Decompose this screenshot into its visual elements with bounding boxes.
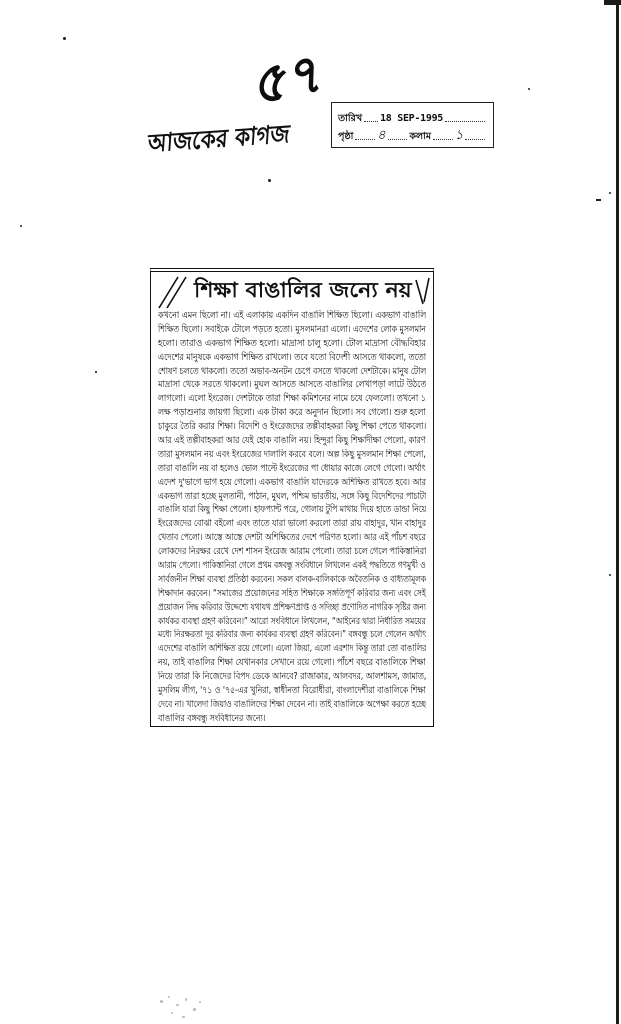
scan-speck: [268, 179, 271, 182]
scan-speck: [20, 225, 22, 227]
article-line: [158, 542, 426, 556]
newspaper-clipping: [150, 268, 434, 727]
scan-smudge: [199, 1001, 201, 1003]
article-line-text: কার্যকর ব্যবস্থা গ্রহণ করিবেন।” আরো সংবিধানে লিখলেন, “আইনের দ্বারা নির্ধারিত সময়ের: [158, 615, 426, 627]
article-line: [158, 612, 426, 626]
article-line: [158, 598, 426, 612]
scan-smudge: [160, 1000, 163, 1003]
article-line: [158, 362, 426, 376]
article-line-text: মধ্যে নিরক্ষরতা দূর করিবার জন্য কার্যকর ব্যবস্থা গ্রহণ করিবেন।” বঙ্গবন্ধু চলে গেলেন অর্থাৎ: [158, 629, 426, 641]
article-line: [158, 403, 426, 417]
article-line: [158, 639, 426, 653]
article-line-text: নয়, তাই বাঙালির শিক্ষা যেখানকার সেখানে রয়ে গেলো। পাঁচশ বছরে বাঙালিকে শিক্ষা: [158, 657, 426, 669]
scan-smudge: [168, 996, 170, 998]
article-body: [158, 306, 426, 724]
stamp-leader: [445, 121, 485, 122]
article-line-text: বাঙালির বঙ্গবন্ধু সংবিধানের জন্যে।: [158, 712, 266, 724]
article-line-text: কখনো এমন ছিলো না। এই এলাকায় একদিন বাঙালি শিক্ষিত ছিলো। একভাগ বাঙালি: [158, 310, 426, 321]
stamp-date-row: [338, 107, 487, 125]
article-line: [158, 389, 426, 403]
article-line: [158, 320, 426, 334]
article-line-text: দেবে না। খালেদা জিয়াও বাঙালিদের শিক্ষা দেবেন না। তাই বাঙালিকে অপেক্ষা করতে হচ্ছে: [158, 698, 426, 710]
scan-speck: [609, 192, 611, 194]
article-line: [158, 473, 426, 487]
article-line-text: খেতাব পেলো। আস্তে আস্তে দেশটা অশিক্ষিতের দেশে পরিণত হলো। আর এই পাঁচশ বছরে: [158, 532, 426, 544]
article-line: [158, 500, 426, 514]
article-line: [158, 375, 426, 389]
article-line: [158, 459, 426, 473]
article-line: [158, 528, 426, 542]
stamp-date-label: তারিখ: [338, 113, 363, 124]
scan-smudge: [193, 1008, 196, 1011]
newspaper-masthead: [147, 114, 293, 164]
article-line-text: এদেশের বাঙালি অশিক্ষিত রয়ে গেলো। এলো জিয়া, এলো এরশাদ কিন্তু তারা তো বাঙালির: [158, 643, 426, 655]
article-line-text: লোকদের নিরক্ষর রেখে দেশ শাসন ইংরেজ আরাম পেলো। তারা চলে গেলে পাকিস্তানিরা: [158, 546, 426, 558]
headline-ornament-right: [413, 274, 431, 310]
article-line: [158, 681, 426, 695]
article-line-text: একভাগ তারা হচ্ছে মুলতানী, পাঠান, মুঘল, পশ্চিম ভারতীয়, সঙ্গে কিছু বিদেশিদের পাচাটা: [158, 490, 426, 502]
article-line-text: নিয়ে তারা কি নিজেদের বিপদ ডেকে আনবে? রাজাকার, আলবদর, আলশামস, জামাত,: [158, 671, 426, 683]
article-line-text: লাগলো। এলো ইংরেজ। দেশটাকে তারা শিক্ষা কমিশনের নামে চষে ফেললো। তখনো ১: [158, 393, 426, 405]
article-line: [158, 625, 426, 639]
article-line-text: এদেশ দু'ভাগে ভাগ হয়ে গেলো। একভাগ বাঙালি যাদেরকে অশিক্ষিত রাখতে হবে। আর: [158, 476, 426, 488]
slash-mark: [416, 280, 423, 304]
slash-mark: [424, 278, 429, 302]
article-line: [158, 695, 426, 709]
article-line-text: লক্ষ পড়াশুনার জায়গা ছিলো। এক টাকা করে অনুদান ছিলো। সব গেলো। শুরু হলো: [158, 407, 426, 419]
article-line-text: এদেশের মানুষকে একভাগ শিক্ষিত রাখলো। তবে যতো বিদেশী আসতে থাকলো, ততো: [158, 351, 426, 363]
article-line-text: চাকুরে তৈরি করার শিক্ষা। বিদেশি ও ইংরেজদের তল্পীবাহকরা কিছু শিক্ষা পেতে থাকলো।: [158, 421, 426, 433]
slash-mark: [167, 277, 186, 308]
scan-speck: [609, 574, 611, 576]
article-line: [158, 570, 426, 584]
scan-speck: [95, 371, 97, 373]
article-line: [158, 487, 426, 501]
archive-date-stamp: [331, 102, 494, 148]
article-line-text: মুসলিম লীগ, '৭১ ও '৭৫-এর খুনিরা, স্বাধীনতা বিরোধীরা, বাংলাদেশীরা বাঙালিকে শিক্ষা: [158, 685, 426, 697]
article-line: [158, 556, 426, 570]
article-line-text: বাঙালি যারা কিছু শিক্ষা পেলো। হাফপ্যান্ট পরে, গোলায় টুপি মাথায় দিয়ে হাতে ডান্ডা নিয়ে: [158, 504, 426, 516]
scan-edge-line: [616, 0, 619, 1024]
stamp-leader: [465, 139, 485, 140]
stamp-page-value: ৪: [377, 128, 386, 143]
headline: শিক্ষা বাঙালির জন্যে নয়: [194, 278, 412, 302]
article-line: [158, 431, 426, 445]
scan-smudge: [182, 1016, 185, 1018]
handwritten-page-number: ৫৭: [244, 40, 327, 118]
article-line-text: হলো। তারাও একভাগ শিক্ষিত হলো। মাদ্রাসা চালু হলো। টোল মাদ্রাসা বৌদ্ধবিহার: [158, 337, 426, 349]
headline-area: [194, 275, 412, 305]
article-line-text: শিক্ষাদান করবেন। “সমাজের প্রয়োজনের সহিত শিক্ষাকে সঙ্গতিপূর্ণ করিবার জন্য এবং সেই: [158, 587, 426, 599]
article-line: [158, 514, 426, 528]
article-line-text: আর এই তল্পীবাহকরা আর যেই হোক বাঙালি নয়। হিন্দুরা কিছু শিক্ষাদীক্ষা পেলো, কারণ: [158, 435, 426, 447]
scan-speck: [63, 37, 66, 40]
article-line: [158, 667, 426, 681]
article-line: [158, 653, 426, 667]
stamp-leader: [388, 139, 408, 140]
stamp-leader: [364, 121, 378, 122]
slash-mark: [159, 277, 178, 308]
stamp-page-label: পৃষ্ঠা: [338, 131, 354, 142]
article-line-text: শোষণ চলতে থাকলো। ততো অভাব-অনটন চেপে বসতে থাকলো দেশটাকে। মানুষ টোল: [158, 365, 426, 377]
scan-smudge: [176, 1004, 179, 1006]
article-line: [158, 306, 426, 320]
article-line-text: আরাম পেলো। পাকিস্তানিরা গেলে প্রথম বঙ্গবন্ধু সংবিধানে লিখলেন একই পদ্ধতিতে গণমুখী ও: [158, 560, 426, 572]
stamp-page-row: [338, 125, 487, 143]
headline-ornament-left: [156, 274, 192, 310]
masthead-title: আজকের কাগজ: [147, 118, 291, 159]
article-line: [158, 445, 426, 459]
article-line-text: তারা মুসলমান নয় এবং ইংরেজের দালালি করবে বলে। অল্প কিছু মুসলমান শিক্ষা পেলো,: [158, 448, 426, 460]
article-line: [158, 584, 426, 598]
article-line: [158, 334, 426, 348]
scan-speck: [528, 88, 530, 90]
stamp-column-value: ১: [454, 128, 464, 143]
article-line-text: প্রয়োজন সিদ্ধ করিবার উদ্দেশ্যে যথাযথ প্রশিক্ষণপ্রাপ্ত ও সদিচ্ছা প্রণোদিত নাগরিক সৃষ্টির জন্য: [158, 601, 426, 613]
article-line-text: সার্বজনীন শিক্ষা ব্যবস্থা প্রতিষ্ঠা করবেন। সকল বালক-বালিকাকে অবৈতনিক ও বাধ্যতামূলক: [158, 573, 426, 585]
scan-speck: [596, 199, 601, 201]
stamp-column-label: কলাম: [409, 131, 432, 142]
article-line: [158, 417, 426, 431]
article-line: [158, 348, 426, 362]
scan-edge-corner: [604, 0, 621, 5]
article-line-text: ইংরেজদের বোঝা বইলো এবং তাতে যারা ভালো করলো তারা রায় বাহাদুর, খান বাহাদুর: [158, 518, 426, 530]
article-line-text: শিক্ষিত ছিলো। সবাইকে টোলে পড়তে হতো। মুসলমানরা এলো। এদেশের লোক মুসলমান: [158, 323, 426, 335]
scan-smudge: [171, 1012, 173, 1014]
stamp-leader: [355, 139, 375, 140]
stamp-leader: [433, 139, 453, 140]
stamp-date-value: 18 SEP-1995: [380, 113, 444, 124]
article-line-text: মাদ্রাসা থেকে সরতে থাকলো। মুঘল আসতে আসতে বাঙালির লেখাপড়া লাটে উঠতে: [158, 379, 426, 391]
scan-smudge: [185, 998, 187, 1001]
article-line-text: তারা বাঙালি নয় বা হলেও ভোল পাল্টে ইংরেজের পা ধোয়ার কাজে লেগে গেলো। অর্থাৎ: [158, 462, 426, 474]
